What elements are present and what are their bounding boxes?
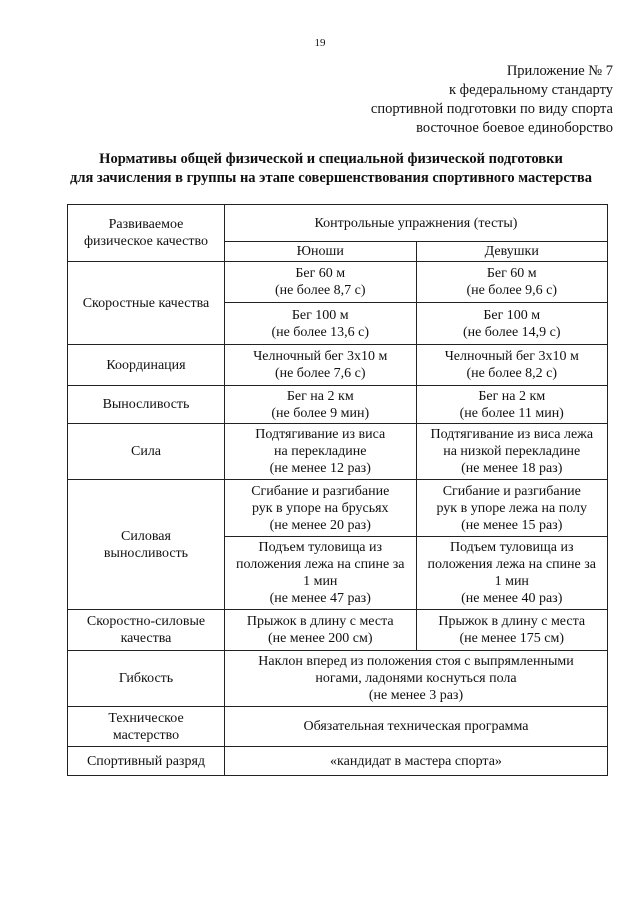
cell-line: (не менее 47 раз): [269, 591, 371, 606]
appendix-line: восточное боевое единоборство: [416, 120, 613, 136]
appendix-line: к федеральному стандарту: [449, 82, 613, 98]
cell-line: (не более 8,2 с): [466, 366, 558, 381]
quality-rank: Спортивный разряд: [68, 747, 225, 776]
cell-line: (не более 11 мин): [459, 405, 564, 421]
table-row: [68, 386, 608, 424]
cell-line: 1 мин: [303, 574, 338, 589]
cell-line: Бег 60 м: [486, 266, 537, 281]
boys-cell: [225, 610, 417, 651]
table-row: [68, 424, 608, 480]
cell-line: Сгибание и разгибание: [442, 483, 581, 499]
document-title: [40, 150, 622, 188]
cell-line: Бег 100 м: [291, 307, 349, 323]
quality-speed: Скоростные качества: [68, 262, 225, 345]
quality-flexibility: Гибкость: [68, 651, 225, 707]
appendix-header: [371, 62, 613, 138]
quality-strength: Сила: [68, 424, 225, 480]
page-number: 19: [314, 37, 326, 49]
title-line: для зачисления в группы на этапе совершенствования спортивного мастерства: [69, 170, 592, 186]
table-row: [68, 747, 608, 776]
cell-line: Подъем туловища из: [449, 540, 574, 555]
quality-technical: [68, 707, 225, 747]
cell-line: (не более 8,7 с): [274, 283, 366, 298]
title-line: Нормативы общей физической и специальной физической подготовки: [99, 151, 563, 167]
cell-line: (не менее 3 раз): [368, 688, 464, 703]
cell-line: Челночный бег 3х10 м: [444, 349, 579, 364]
table-row: [68, 262, 608, 303]
cell-line: положения лежа на спине за: [427, 557, 596, 572]
cell-line: (не менее 200 см): [267, 631, 373, 646]
standards-table: [67, 204, 608, 776]
header-quality: [68, 205, 225, 262]
cell-line: (не менее 20 раз): [269, 517, 371, 533]
girls-cell: [416, 303, 608, 345]
table-header-row: [68, 205, 608, 242]
cell-line: (не менее 40 раз): [461, 591, 563, 606]
girls-cell: [416, 424, 608, 480]
cell-line: Челночный бег 3х10 м: [253, 349, 388, 364]
cell-line: Прыжок в длину с места: [246, 614, 394, 629]
boys-cell: [225, 386, 417, 424]
cell-line: (не менее 18 раз): [461, 461, 563, 476]
cell-line: Сгибание и разгибание: [251, 483, 390, 499]
header-boys: Юноши: [225, 242, 417, 262]
cell-line: ногами, ладонями коснуться пола: [315, 671, 517, 686]
cell-line: (не менее 175 см): [459, 631, 565, 646]
quality-coordination: Координация: [68, 345, 225, 386]
quality-strength-endurance: [68, 480, 225, 610]
both-cell: «кандидат в мастера спорта»: [225, 747, 608, 776]
cell-line: (не более 7,6 с): [274, 366, 366, 381]
boys-cell: [225, 424, 417, 480]
boys-cell: [225, 303, 417, 345]
cell-line: Бег 60 м: [295, 266, 346, 281]
cell-line: Бег на 2 км: [478, 388, 546, 404]
quality-endurance: Выносливость: [68, 386, 225, 424]
table-row: [68, 345, 608, 386]
cell-line: Подтягивание из виса: [255, 427, 386, 442]
girls-cell: [416, 386, 608, 424]
header-tests: Контрольные упражнения (тесты): [225, 205, 608, 242]
cell-line: Прыжок в длину с места: [438, 614, 586, 629]
appendix-line: Приложение № 7: [506, 63, 613, 79]
cell-line: мастерство: [112, 727, 180, 743]
boys-cell: [225, 262, 417, 303]
cell-line: рук в упоре на брусьях: [251, 500, 389, 516]
table-row: [68, 707, 608, 747]
table-row: [68, 480, 608, 537]
table-row: [68, 610, 608, 651]
cell-line: рук в упоре лежа на полу: [436, 500, 588, 516]
cell-line: (не более 13,6 с): [271, 324, 370, 340]
cell-line: выносливость: [103, 545, 189, 561]
cell-line: на низкой перекладине: [443, 444, 581, 459]
cell-line: физическое качество: [83, 234, 209, 249]
cell-line: качества: [120, 631, 172, 646]
header-girls: Девушки: [416, 242, 608, 262]
cell-line: Силовая: [121, 528, 171, 544]
girls-cell: [416, 610, 608, 651]
cell-line: Скоростно-силовые: [86, 614, 206, 629]
both-cell: Обязательная техническая программа: [225, 707, 608, 747]
table-row: [68, 651, 608, 707]
appendix-line: спортивной подготовки по виду спорта: [370, 101, 613, 117]
cell-line: (не более 14,9 с): [462, 324, 561, 340]
girls-cell: [416, 537, 608, 610]
cell-line: Техническое: [108, 710, 184, 726]
cell-line: Бег на 2 км: [286, 388, 354, 404]
both-cell: [225, 651, 608, 707]
girls-cell: [416, 262, 608, 303]
quality-speed-strength: [68, 610, 225, 651]
girls-cell: [416, 345, 608, 386]
cell-line: (не более 9 мин): [271, 405, 370, 421]
cell-line: Подъем туловища из: [258, 540, 383, 555]
cell-line: Бег 100 м: [483, 307, 541, 323]
cell-line: (не менее 12 раз): [269, 461, 371, 476]
boys-cell: [225, 480, 417, 537]
cell-line: 1 мин: [494, 574, 529, 589]
cell-line: Развиваемое: [108, 217, 184, 232]
cell-line: Подтягивание из виса лежа: [430, 427, 594, 442]
boys-cell: [225, 345, 417, 386]
boys-cell: [225, 537, 417, 610]
cell-line: (не менее 15 раз): [461, 517, 563, 533]
cell-line: Наклон вперед из положения стоя с выпрямленными: [258, 654, 574, 669]
cell-line: (не более 9,6 с): [466, 283, 558, 298]
cell-line: положения лежа на спине за: [235, 557, 405, 572]
girls-cell: [416, 480, 608, 537]
cell-line: на перекладине: [274, 444, 367, 459]
